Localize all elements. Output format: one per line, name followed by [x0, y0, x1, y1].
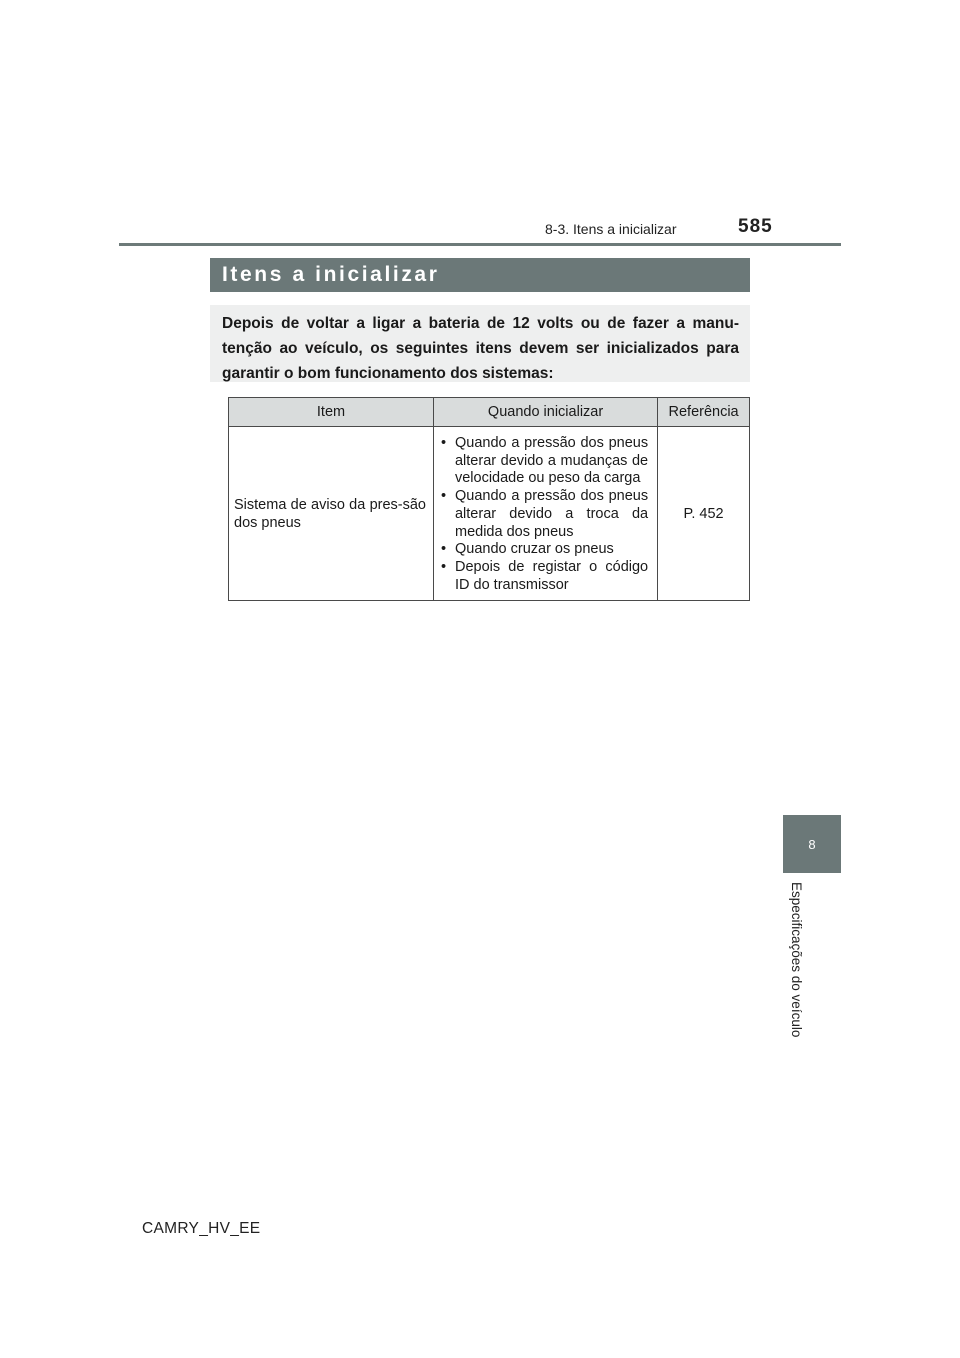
list-item-text: Quando a pressão dos pneus alterar devido a mudanças de velocidade ou peso da carga — [454, 435, 649, 487]
bullet-icon: • — [440, 541, 447, 558]
when-list — [434, 427, 657, 600]
table-header-row — [229, 398, 750, 427]
section-title: Itens a inicializar — [222, 263, 440, 286]
bullet-icon: • — [440, 435, 447, 451]
section-reference: 8-3. Itens a inicializar — [545, 221, 677, 237]
column-header-reference: Referência — [658, 398, 750, 427]
cell-reference[interactable] — [658, 427, 750, 601]
chapter-label: Especificações do veículo — [789, 882, 804, 1038]
section-title-banner — [210, 258, 750, 292]
bullet-icon: • — [440, 488, 447, 505]
list-item-text: Quando a pressão dos pneus alterar devido a troca da medida dos pneus — [454, 488, 649, 540]
bullet-icon: • — [440, 558, 447, 575]
chapter-tab — [783, 815, 841, 873]
footer-doc-code: CAMRY_HV_EE — [142, 1220, 261, 1237]
intro-box — [210, 305, 750, 382]
page-number: 585 — [738, 216, 773, 237]
cell-item: Sistema de aviso da pres-são dos pneus — [229, 427, 434, 601]
initialize-items-table — [228, 397, 750, 601]
table-row — [229, 427, 750, 601]
list-item-text: Depois de registar o código ID do transmissor — [454, 558, 649, 593]
header-rule — [119, 243, 841, 246]
column-header-when: Quando inicializar — [433, 398, 657, 427]
list-item — [441, 541, 648, 559]
list-item-text: Quando cruzar os pneus — [454, 541, 614, 558]
list-item — [441, 435, 648, 488]
cell-when — [433, 427, 657, 601]
intro-text: Depois de voltar a ligar a bateria de 12 volts ou de fazer a manu-tenção ao veículo, os seguintes itens devem ser inicializados para garantir o bom funcionamento dos sistemas: — [222, 315, 739, 382]
column-header-item: Item — [229, 398, 434, 427]
list-item — [441, 559, 648, 594]
list-item — [441, 488, 648, 541]
chapter-number: 8 — [808, 836, 816, 852]
page-reference-link[interactable]: P. 452 — [683, 505, 724, 522]
